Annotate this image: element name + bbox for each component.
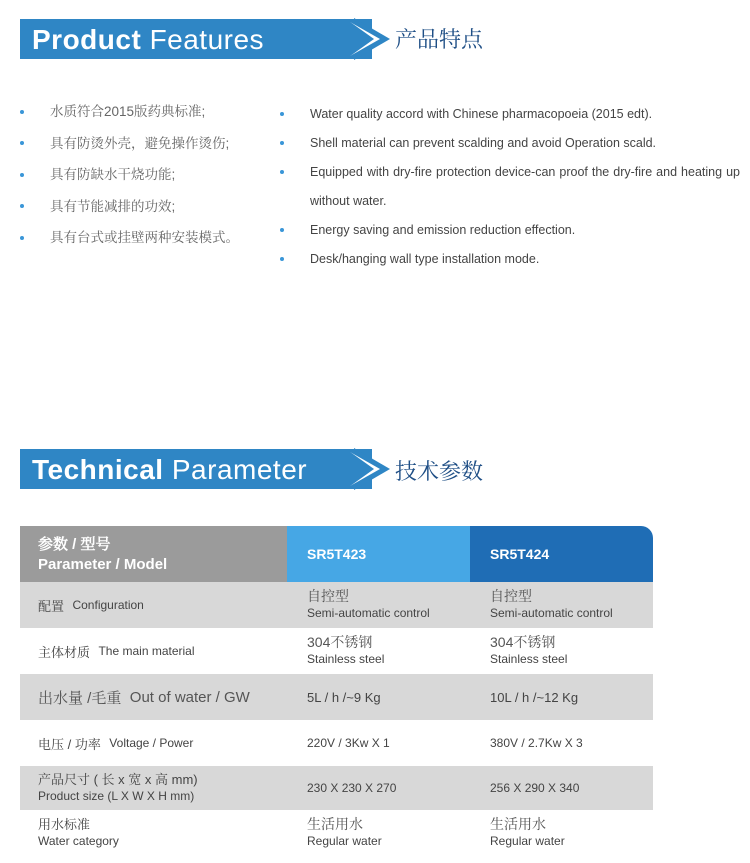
list-item: Equipped with dry-fire protection device-can proof the dry-fire and heating up without water.: [280, 158, 740, 216]
title-rest: Features: [149, 24, 265, 55]
product-features-title: [32, 24, 264, 56]
row-value-model-1: 230 X 230 X 270: [307, 781, 397, 795]
row-value-model-1: 220V / 3Kw X 1: [307, 736, 390, 750]
bullet-icon: [280, 170, 284, 174]
list-item: Shell material can prevent scalding and avoid Operation scald.: [280, 129, 740, 158]
table-row: [20, 628, 653, 674]
features-list-en: [280, 100, 740, 274]
table-row: [20, 720, 653, 766]
list-item: 具有台式或挂壁两种安装模式。: [20, 222, 239, 254]
product-features-banner: [20, 19, 382, 59]
bullet-icon: [20, 236, 24, 240]
list-item: Energy saving and emission reduction effection.: [280, 216, 740, 245]
features-list-cn: [20, 96, 239, 254]
table-row: [20, 810, 653, 856]
bullet-icon: [20, 204, 24, 208]
row-value-model-1: 自控型 Semi-automatic control: [307, 588, 430, 620]
row-label: 出水量 /毛重 Out of water / GW: [38, 688, 250, 707]
list-item: 水质符合2015版药典标准;: [20, 96, 239, 128]
table-header-row: [20, 526, 653, 582]
bullet-icon: [280, 112, 284, 116]
table-row: [20, 674, 653, 720]
row-value-model-1: 生活用水 Regular water: [307, 816, 382, 848]
list-item: 具有防缺水干烧功能;: [20, 159, 239, 191]
bullet-icon: [20, 110, 24, 114]
row-value-model-2: 生活用水 Regular water: [490, 816, 565, 848]
row-value-model-2: 10L / h /~12 Kg: [490, 689, 579, 705]
row-label: 电压 / 功率 Voltage / Power: [38, 736, 194, 752]
list-item: Desk/hanging wall type installation mode.: [280, 245, 740, 274]
header-model-1: SR5T423: [287, 526, 470, 582]
title-bold: Product: [32, 24, 142, 55]
row-label: 产品尺寸 ( 长 x 宽 x 高 mm) Product size (L X W X H mm): [38, 772, 198, 803]
row-value-model-1: 5L / h /~9 Kg: [307, 689, 381, 705]
parameter-table: [20, 526, 653, 856]
bullet-icon: [280, 228, 284, 232]
row-value-model-2: 380V / 2.7Kw X 3: [490, 736, 583, 750]
list-item: 具有节能减排的功效;: [20, 191, 239, 223]
row-value-model-1: 304不锈钢 Stainless steel: [307, 634, 385, 666]
bullet-icon: [20, 173, 24, 177]
technical-parameter-banner: [20, 449, 382, 489]
row-value-model-2: 自控型 Semi-automatic control: [490, 588, 613, 620]
technical-parameter-title: [32, 454, 307, 486]
row-label: 配置 Configuration: [38, 598, 144, 614]
title-rest: Parameter: [171, 454, 308, 485]
product-features-title-cn: 产品特点: [395, 27, 484, 52]
row-label: 用水标准 Water category: [38, 817, 119, 848]
technical-parameter-title-cn: 技术参数: [395, 459, 484, 484]
header-model-2: SR5T424: [470, 526, 653, 582]
list-item: Water quality accord with Chinese pharmacopoeia (2015 edt).: [280, 100, 740, 129]
table-row: [20, 582, 653, 628]
list-item: 具有防烫外壳，避免操作烫伤;: [20, 128, 239, 160]
title-bold: Technical: [32, 454, 164, 485]
row-label: 主体材质 The main material: [38, 644, 195, 660]
bullet-icon: [280, 141, 284, 145]
row-value-model-2: 304不锈钢 Stainless steel: [490, 634, 568, 666]
table-row: [20, 766, 653, 810]
bullet-icon: [20, 141, 24, 145]
bullet-icon: [280, 257, 284, 261]
row-value-model-2: 256 X 290 X 340: [490, 781, 580, 795]
header-parameter-cell: 参数 / 型号 Parameter / Model: [20, 526, 287, 582]
